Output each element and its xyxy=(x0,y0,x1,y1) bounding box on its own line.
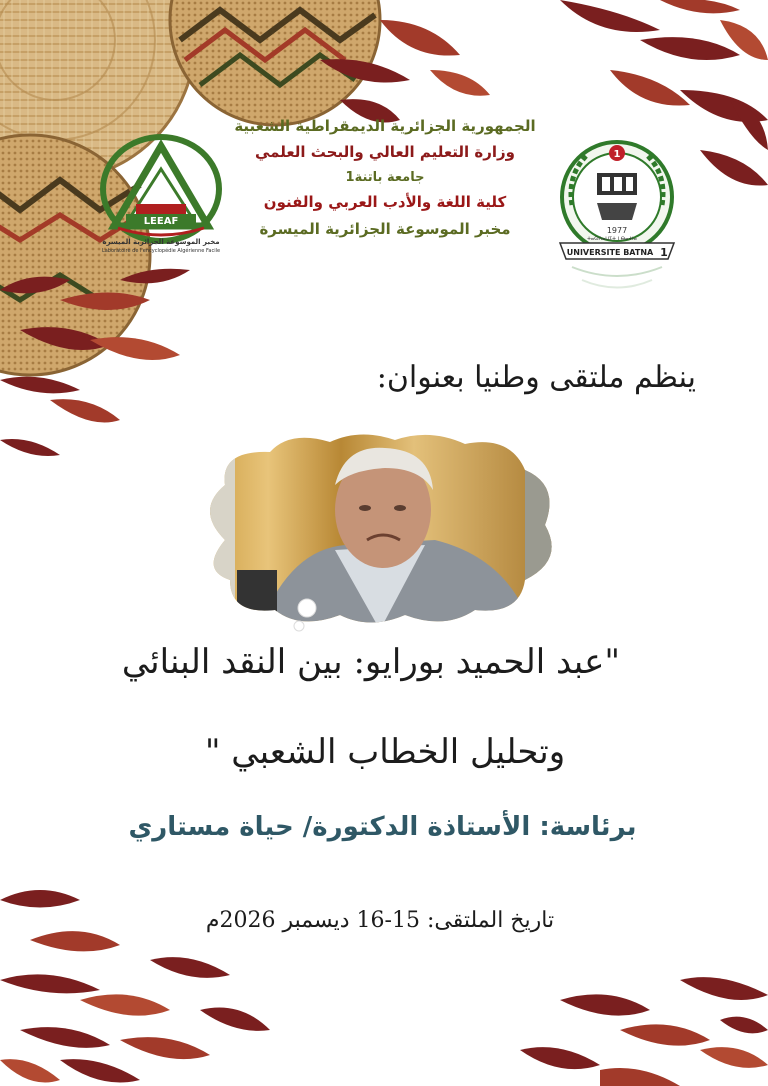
event-title-line2: وتحليل الخطاب الشعبي " xyxy=(204,732,566,772)
portrait-cloud xyxy=(195,430,560,640)
logo-right-year: 1977 xyxy=(606,226,628,235)
header-university: جامعة باتنة1 xyxy=(345,169,425,185)
logo-right-banner: UNIVERSITE BATNA xyxy=(566,248,654,257)
logo-left-text: LEEAF xyxy=(143,216,179,227)
header-republic: الجمهورية الجزائرية الديمقراطية الشعبية xyxy=(234,117,536,135)
logo-left-subcaption: Laboratoire de l'encyclopédie Algérienne Facile xyxy=(101,248,221,254)
logo-right-number-top: 1 xyxy=(613,149,621,160)
logo-left-caption: مخبر الموسوعة الجزائرية الميسرة xyxy=(102,238,220,246)
leaves-bottom-right xyxy=(520,977,768,1086)
institution-header xyxy=(230,118,540,238)
header-ministry: وزارة التعليم العالي والبحث العلمي xyxy=(254,143,516,162)
event-title-line1: "عبد الحميد بورايو: بين النقد البنائي xyxy=(121,642,620,682)
header-lab: مخبر الموسوعة الجزائرية الميسرة xyxy=(259,219,511,238)
logo-right-number: 1 xyxy=(660,246,668,259)
event-date: تاريخ الملتقى: 15-16 ديسمبر 2026م xyxy=(205,908,555,933)
event-chair: برئاسة: الأستاذة الدكتورة/ حياة مستاري xyxy=(128,812,637,842)
header-faculty: كلية اللغة والأدب العربي والفنون xyxy=(263,193,507,212)
organizes-heading: ينظم ملتقى وطنيا بعنوان: xyxy=(376,360,696,395)
university-wreath-emblem-icon xyxy=(552,135,682,300)
logo-right-tifinagh: ⵜⴰⵙⴷⴰⵡⵉⵜ ⵏ ⴱⴰⵜⵏⴰ xyxy=(587,236,637,242)
